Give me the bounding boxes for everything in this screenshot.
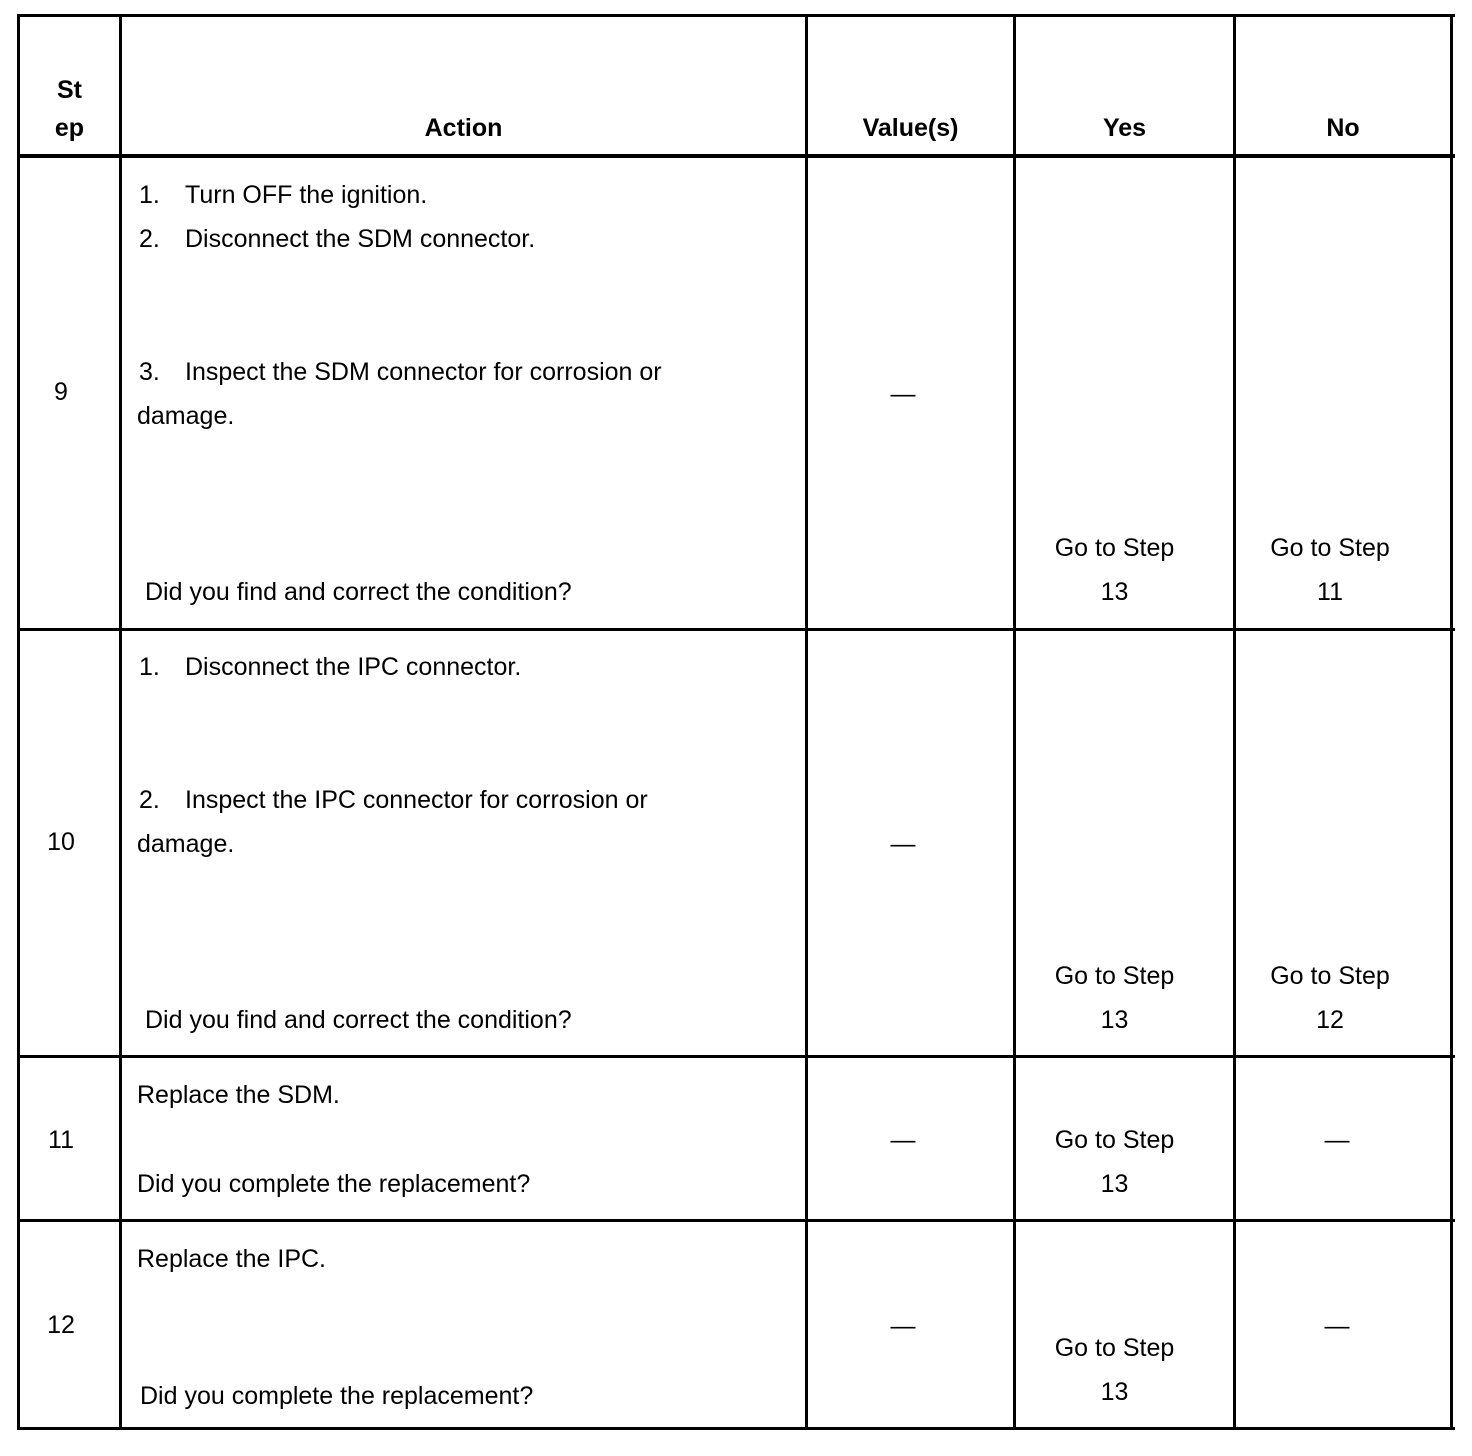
action-text: Replace the IPC. <box>137 1245 326 1273</box>
header-step <box>20 71 119 147</box>
action-item-continuation: damage. <box>137 402 235 430</box>
action-question: Did you complete the replacement? <box>137 1170 531 1198</box>
header-divider <box>17 154 1455 158</box>
header-values: Value(s) <box>862 114 959 142</box>
table-border-left <box>17 14 20 1430</box>
no-goto-label: Go to Step <box>1270 962 1390 990</box>
no-cell: — <box>1324 1312 1350 1340</box>
action-item-text: Disconnect the SDM connector. <box>185 225 536 253</box>
header-yes: Yes <box>1102 114 1147 142</box>
action-item-number: 3. <box>139 358 160 386</box>
step-number: 12 <box>47 1311 75 1339</box>
row-divider <box>17 1219 1455 1222</box>
yes-goto-label: Go to Step <box>1054 1334 1175 1362</box>
value-cell: — <box>890 830 916 858</box>
no-goto-step: 11 <box>1317 578 1343 606</box>
yes-goto-step: 13 <box>1100 1378 1129 1406</box>
header-no: No <box>1326 114 1360 142</box>
yes-goto-step: 13 <box>1100 1006 1129 1034</box>
row-divider <box>17 1055 1455 1058</box>
action-question: Did you complete the replacement? <box>140 1382 534 1410</box>
action-text: Replace the SDM. <box>137 1081 340 1109</box>
action-item-number: 2. <box>139 786 160 814</box>
action-item-continuation: damage. <box>137 830 235 858</box>
no-cell: — <box>1324 1126 1350 1154</box>
action-item-number: 1. <box>139 181 160 209</box>
header-step-line1: St <box>57 76 82 104</box>
step-number: 10 <box>47 828 75 856</box>
table-border-right <box>1450 14 1453 1430</box>
no-goto-step: 12 <box>1316 1006 1344 1034</box>
value-cell: — <box>890 1312 916 1340</box>
column-divider <box>1013 14 1016 1430</box>
header-step-line2: ep <box>54 114 85 142</box>
action-item-text: Inspect the SDM connector for corrosion or <box>185 358 662 386</box>
row-divider <box>17 628 1455 631</box>
step-number: 11 <box>48 1126 74 1154</box>
value-cell: — <box>890 380 916 408</box>
value-cell: — <box>890 1126 916 1154</box>
action-item-text: Inspect the IPC connector for corrosion or <box>185 786 648 814</box>
action-item-number: 2. <box>139 225 160 253</box>
yes-goto-label: Go to Step <box>1054 534 1175 562</box>
action-item-text: Disconnect the IPC connector. <box>185 653 522 681</box>
yes-goto-step: 13 <box>1100 1170 1129 1198</box>
step-number: 9 <box>54 378 68 406</box>
action-question: Did you find and correct the condition? <box>145 578 572 606</box>
column-divider <box>1233 14 1236 1430</box>
table-border-top <box>17 14 1455 17</box>
action-question: Did you find and correct the condition? <box>145 1006 572 1034</box>
yes-goto-label: Go to Step <box>1054 962 1175 990</box>
header-action: Action <box>424 114 503 142</box>
column-divider <box>805 14 808 1430</box>
action-item-number: 1. <box>139 653 160 681</box>
yes-goto-step: 13 <box>1100 578 1129 606</box>
yes-goto-label: Go to Step <box>1054 1126 1175 1154</box>
column-divider <box>119 14 122 1430</box>
table-border-bottom <box>17 1427 1455 1430</box>
no-goto-label: Go to Step <box>1270 534 1390 562</box>
action-item-text: Turn OFF the ignition. <box>185 181 428 209</box>
